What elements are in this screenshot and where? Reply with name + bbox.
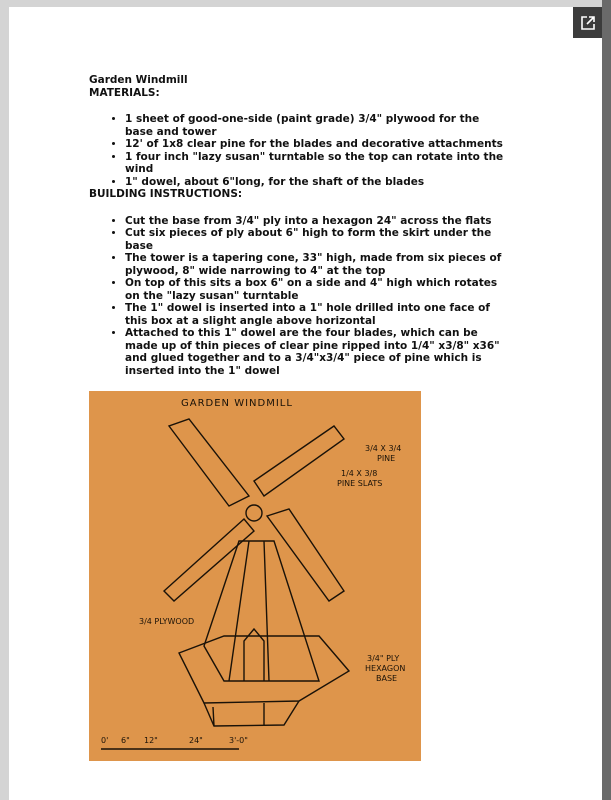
scale-tick: 6" — [121, 736, 130, 745]
list-item: • 1 sheet of good-one-side (paint grade) 3/4" plywood for the base and tower — [125, 113, 509, 138]
label-pine: PINE — [377, 454, 396, 463]
list-item: • Cut six pieces of ply about 6" high to form the skirt under the base — [125, 227, 509, 252]
scrollbar[interactable] — [602, 0, 611, 800]
figure-title: GARDEN WINDMILL — [181, 398, 293, 409]
instructions-heading: BUILDING INSTRUCTIONS: — [89, 188, 243, 200]
instructions-list — [89, 215, 509, 378]
label-slats: 1/4 X 3/8 — [341, 469, 378, 478]
scale-tick: 24" — [189, 736, 203, 745]
document-content — [89, 74, 509, 761]
document-title: Garden Windmill — [89, 74, 188, 86]
scale-tick: 3'-0" — [229, 736, 248, 745]
list-item: • 1 four inch "lazy susan" turntable so the top can rotate into the wind — [125, 151, 509, 176]
scale-tick: 12" — [144, 736, 158, 745]
label-base: 3/4" PLY — [367, 654, 400, 663]
label-pine: 3/4 X 3/4 — [365, 444, 402, 453]
list-item: • Attached to this 1" dowel are the four blades, which can be made up of thin pieces of clear pine ripped into 1/4" x3/8" x36" and glued together and to a 3/4"x3/4" piece of pine which is inserted into the 1" dowel — [125, 327, 509, 377]
popout-button[interactable] — [573, 7, 602, 38]
list-item: • Cut the base from 3/4" ply into a hexagon 24" across the flats — [125, 215, 509, 228]
list-item: • On top of this sits a box 6" on a side and 4" high which rotates on the "lazy susan" turntable — [125, 277, 509, 302]
list-item: • The tower is a tapering cone, 33" high, made from six pieces of plywood, 8" wide narrowing to 4" at the top — [125, 252, 509, 277]
scale-tick: 0' — [101, 736, 109, 745]
list-item: • 1" dowel, about 6"long, for the shaft of the blades — [125, 176, 509, 189]
label-base: BASE — [376, 674, 398, 683]
windmill-drawing — [89, 391, 421, 761]
list-item: • The 1" dowel is inserted into a 1" hole drilled into one face of this box at a slight angle above horizontal — [125, 302, 509, 327]
list-item: • 12' of 1x8 clear pine for the blades and decorative attachments — [125, 138, 509, 151]
label-slats: PINE SLATS — [337, 479, 383, 488]
materials-list — [89, 113, 509, 188]
open-in-new-icon — [581, 16, 595, 30]
label-base: HEXAGON — [365, 664, 406, 673]
materials-heading: MATERIALS: — [89, 86, 160, 99]
label-plywood: 3/4 PLYWOOD — [139, 617, 195, 626]
